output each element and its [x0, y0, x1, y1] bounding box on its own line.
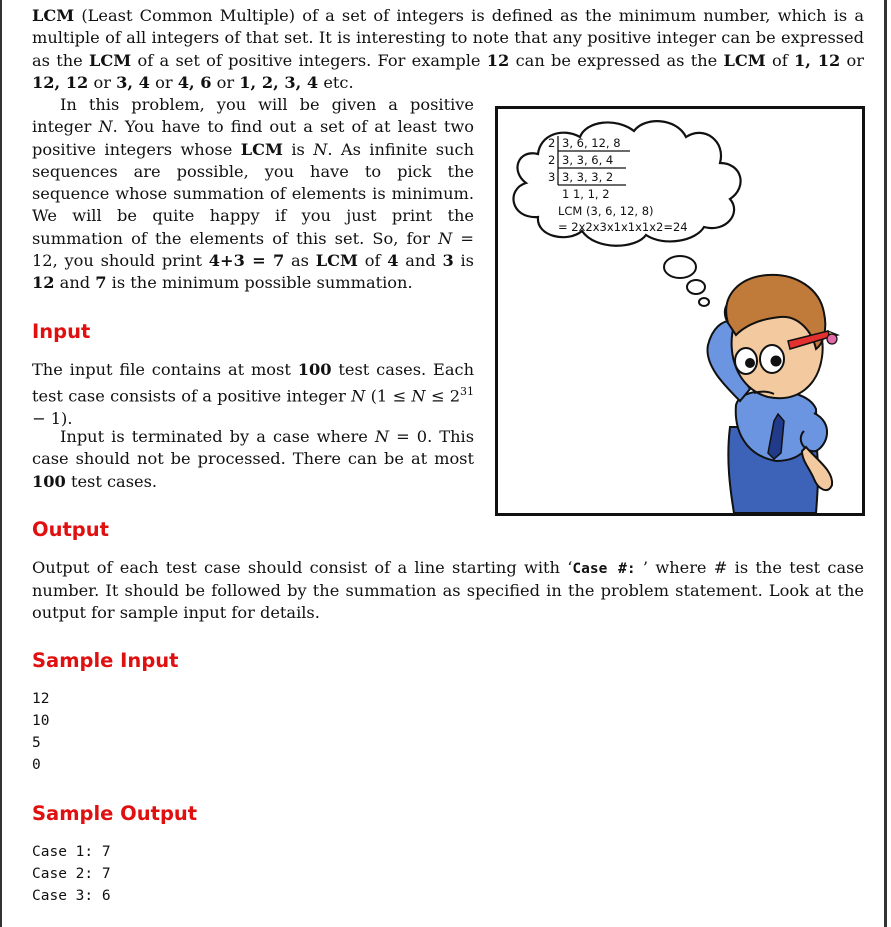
- intro-text: of: [765, 50, 795, 70]
- sample-output-line: Case 2: 7: [32, 866, 111, 882]
- input-number: 100: [32, 471, 66, 491]
- var-n: N: [438, 228, 453, 248]
- lcm-result: = 2x2x3x1x1x1x2=24: [558, 220, 688, 234]
- input-text: test cases. Each test case consists of a positive integer: [32, 360, 474, 406]
- intro-text: (Least Common Multiple) of a set of integers is defined as the minimum number, which is a multiple of all integers of that set. It is interesting to note that any positive integer can be expressed as the: [32, 6, 864, 70]
- intro-lcm-term: LCM: [723, 50, 766, 70]
- problem-number: 4: [387, 251, 399, 271]
- problem-text: of: [357, 251, 388, 271]
- problem-text: In this problem, you will be given a positive integer: [32, 95, 474, 137]
- boy-pupil: [745, 358, 755, 368]
- termination-paragraph: [32, 426, 474, 493]
- sample-output-line: Case 1: 7: [32, 844, 111, 860]
- intro-lcm-term: LCM: [32, 6, 75, 25]
- problem-text: = 12, you should print: [32, 228, 474, 271]
- problem-text: and: [398, 251, 443, 271]
- problem-text: as: [284, 251, 316, 271]
- intro-text: or: [840, 50, 865, 70]
- var-n: N: [411, 386, 426, 406]
- thought-bubble: [664, 256, 696, 278]
- problem-lcm-term: LCM: [240, 139, 283, 159]
- output-heading: Output: [32, 518, 109, 541]
- output-text: ’ where # is the test case number. It should be followed by the summation as specified in the problem statement. Look at the output for sample input for details.: [32, 558, 864, 623]
- input-text: − 1).: [32, 408, 73, 428]
- intro-example-set: 3, 4: [116, 72, 150, 92]
- input-text: = 0. This case should not be processed. There can be at most: [32, 427, 474, 469]
- problem-text: and: [54, 273, 96, 293]
- sample-output-heading: Sample Output: [32, 802, 198, 825]
- exponent: 31: [460, 385, 474, 399]
- division-row-2: 3, 3, 6, 4: [562, 153, 614, 167]
- problem-text: is: [282, 139, 314, 159]
- divisor-2: 2: [548, 153, 556, 167]
- pencil-eraser: [827, 334, 837, 344]
- var-n: N: [313, 139, 328, 159]
- input-text: ≤ 2: [425, 386, 460, 406]
- sample-input-line: 10: [32, 713, 50, 729]
- intro-example-set: 1, 2, 3, 4: [239, 72, 319, 92]
- problem-text: . As infinite such sequences are possible, you have to pick the sequence whose summation of elements is minimum. We will be quite happy if you just print the summation of the elements of this set. So, for: [32, 139, 475, 248]
- input-text: (1 ≤: [365, 386, 412, 406]
- problem-example: 4+3 = 7: [208, 251, 285, 271]
- input-text: test cases.: [65, 471, 158, 491]
- input-text: Input is terminated by a case where: [60, 427, 375, 446]
- sample-output-block: [32, 841, 111, 907]
- division-row-4: 1 1, 1, 2: [562, 187, 610, 201]
- problem-text: is the minimum possible summation.: [106, 273, 413, 293]
- division-row-1: 3, 6, 12, 8: [562, 136, 621, 150]
- divisor-1: 2: [548, 136, 556, 150]
- sample-input-heading: Sample Input: [32, 649, 179, 672]
- intro-text: or: [149, 72, 178, 92]
- sample-input-line: 5: [32, 735, 41, 751]
- divisor-3: 3: [548, 170, 556, 184]
- output-text: Output of each test case should consist of a line starting with ‘: [32, 558, 573, 577]
- thought-bubble: [699, 298, 709, 306]
- var-n: N: [98, 117, 113, 137]
- intro-example-set: 12, 12: [32, 72, 89, 92]
- intro-text: or: [211, 72, 240, 92]
- intro-text: can be expressed as the: [509, 50, 724, 70]
- boy-figure: [707, 275, 838, 513]
- input-number: 100: [297, 360, 332, 379]
- problem-text: . You have to find out a set of at least two positive integers whose: [32, 117, 474, 159]
- problem-number: 7: [95, 273, 107, 293]
- intro-number: 12: [486, 50, 510, 70]
- input-heading: Input: [32, 320, 91, 343]
- illustration-svg: [498, 109, 862, 513]
- intro-example-set: 4, 6: [177, 72, 212, 92]
- input-paragraph: [32, 359, 474, 430]
- thought-bubble: [687, 280, 705, 294]
- sample-input-line: 0: [32, 757, 41, 773]
- sample-input-block: [32, 688, 49, 776]
- intro-example-set: 1, 12: [794, 50, 841, 70]
- lcm-expression: LCM (3, 6, 12, 8): [558, 204, 654, 218]
- problem-lcm-term: LCM: [315, 251, 358, 271]
- intro-text: of a set of positive integers. For example: [131, 50, 487, 70]
- output-paragraph: [32, 557, 864, 625]
- case-format: Case #:: [572, 561, 636, 577]
- thinking-boy-illustration: [495, 106, 865, 516]
- intro-text: etc.: [318, 72, 354, 92]
- sample-output-line: Case 3: 6: [32, 888, 111, 904]
- intro-text: or: [88, 72, 117, 92]
- problem-text: is: [453, 251, 474, 271]
- var-n: N: [351, 386, 366, 406]
- problem-paragraph: [32, 94, 474, 295]
- input-text: The input file contains at most: [32, 360, 298, 379]
- intro-paragraph: [32, 5, 864, 94]
- intro-lcm-term: LCM: [89, 50, 132, 70]
- division-row-3: 3, 3, 3, 2: [562, 170, 614, 184]
- problem-number: 3: [442, 251, 454, 271]
- problem-number: 12: [32, 273, 55, 293]
- var-n: N: [374, 427, 390, 446]
- boy-pupil: [771, 356, 782, 367]
- sample-input-line: 12: [32, 691, 50, 707]
